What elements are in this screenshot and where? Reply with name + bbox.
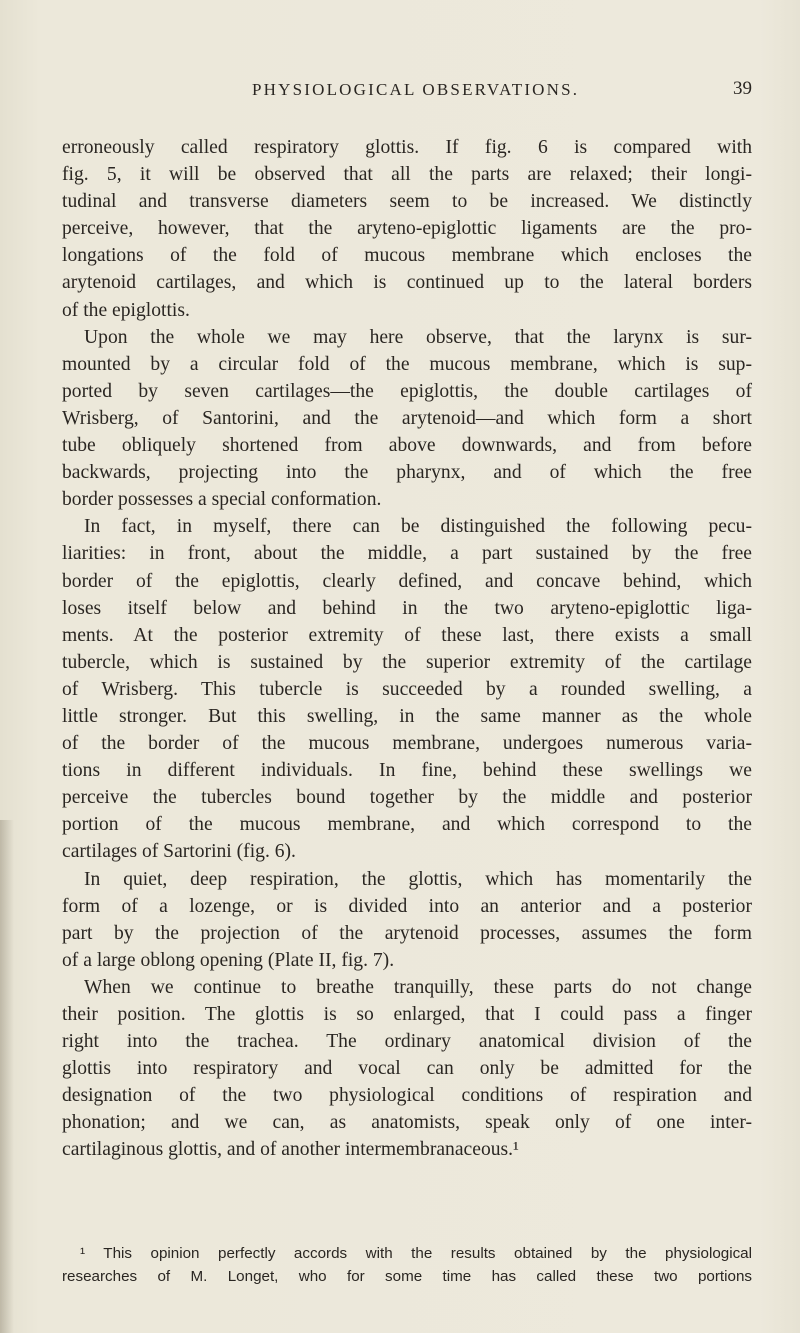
text-line: portion of the mucous membrane, and which correspond to the bbox=[62, 814, 752, 836]
text-line: little stronger. But this swelling, in the same manner as the whole bbox=[62, 705, 752, 727]
text-line: perceive the tubercles bound together by the middle and posterior bbox=[62, 787, 752, 809]
footnote-line: ¹ This opinion perfectly accords with the results obtained by the physiological bbox=[80, 1245, 752, 1262]
text-line: backwards, projecting into the pharynx, and of which the free bbox=[62, 462, 752, 484]
text-line: tions in different individuals. In fine, behind these swellings we bbox=[62, 760, 752, 782]
text-line: longations of the fold of mucous membrane which encloses the bbox=[62, 245, 752, 267]
page-number: 39 bbox=[733, 78, 752, 99]
text-line: form of a lozenge, or is divided into an anterior and a posterior bbox=[62, 895, 752, 917]
text-line: In fact, in myself, there can be distinguished the following pecu- bbox=[84, 516, 752, 538]
text-line: Wrisberg, of Santorini, and the arytenoid—and which form a short bbox=[62, 407, 752, 429]
text-line: tubercle, which is sustained by the superior extremity of the cartilage bbox=[62, 651, 752, 673]
text-line: phonation; and we can, as anatomists, speak only of one inter- bbox=[62, 1112, 752, 1134]
text-line: tudinal and transverse diameters seem to be increased. We distinctly bbox=[62, 191, 752, 213]
text-line: fig. 5, it will be observed that all the parts are relaxed; their longi- bbox=[62, 164, 752, 186]
footnote bbox=[62, 1242, 752, 1288]
text-line: cartilaginous glottis, and of another intermembranaceous.¹ bbox=[62, 1139, 519, 1161]
text-line: cartilages of Sartorini (fig. 6). bbox=[62, 841, 296, 863]
text-line: In quiet, deep respiration, the glottis, which has momentarily the bbox=[84, 868, 752, 890]
text-line: ments. At the posterior extremity of these last, there exists a small bbox=[62, 624, 752, 646]
text-line: their position. The glottis is so enlarged, that I could pass a finger bbox=[62, 1004, 752, 1025]
text-line: tube obliquely shortened from above downwards, and from before bbox=[62, 435, 752, 457]
text-line: ported by seven cartilages—the epiglottis, the double cartilages of bbox=[62, 380, 752, 402]
text-line: liarities: in front, about the middle, a part sustained by the free bbox=[62, 543, 752, 565]
text-line: border of the epiglottis, clearly defined, and concave behind, which bbox=[62, 570, 752, 592]
text-line: loses itself below and behind in the two aryteno-epiglottic liga- bbox=[62, 597, 752, 619]
text-line: mounted by a circular fold of the mucous membrane, which is sup- bbox=[62, 353, 752, 375]
text-line: right into the trachea. The ordinary anatomical division of the bbox=[62, 1031, 752, 1053]
page-edge-shadow bbox=[0, 820, 14, 1333]
text-line: of the border of the mucous membrane, undergoes numerous varia- bbox=[62, 733, 752, 755]
text-line: of a large oblong opening (Plate II, fig. 7). bbox=[62, 949, 395, 971]
text-line: Upon the whole we may here observe, that the larynx is sur- bbox=[84, 326, 752, 348]
text-line: part by the projection of the arytenoid processes, assumes the form bbox=[62, 922, 752, 944]
text-line: of the epiglottis. bbox=[62, 299, 190, 321]
body-text bbox=[62, 134, 752, 1164]
footnote-line: researches of M. Longet, who for some time has called these two portions bbox=[62, 1268, 752, 1285]
text-line: designation of the two physiological conditions of respiration and bbox=[62, 1085, 752, 1107]
text-line: When we continue to breathe tranquilly, these parts do not change bbox=[84, 976, 752, 998]
text-line: glottis into respiratory and vocal can only be admitted for the bbox=[62, 1058, 752, 1080]
text-line: arytenoid cartilages, and which is continued up to the lateral borders bbox=[62, 272, 752, 294]
text-line: perceive, however, that the aryteno-epiglottic ligaments are the pro- bbox=[62, 218, 752, 240]
page-header bbox=[252, 80, 752, 104]
running-head: PHYSIOLOGICAL OBSERVATIONS. bbox=[252, 80, 580, 99]
text-line: of Wrisberg. This tubercle is succeeded by a rounded swelling, a bbox=[62, 678, 752, 700]
text-line: border possesses a special conformation. bbox=[62, 489, 382, 511]
text-line: erroneously called respiratory glottis. If fig. 6 is compared with bbox=[62, 137, 752, 158]
